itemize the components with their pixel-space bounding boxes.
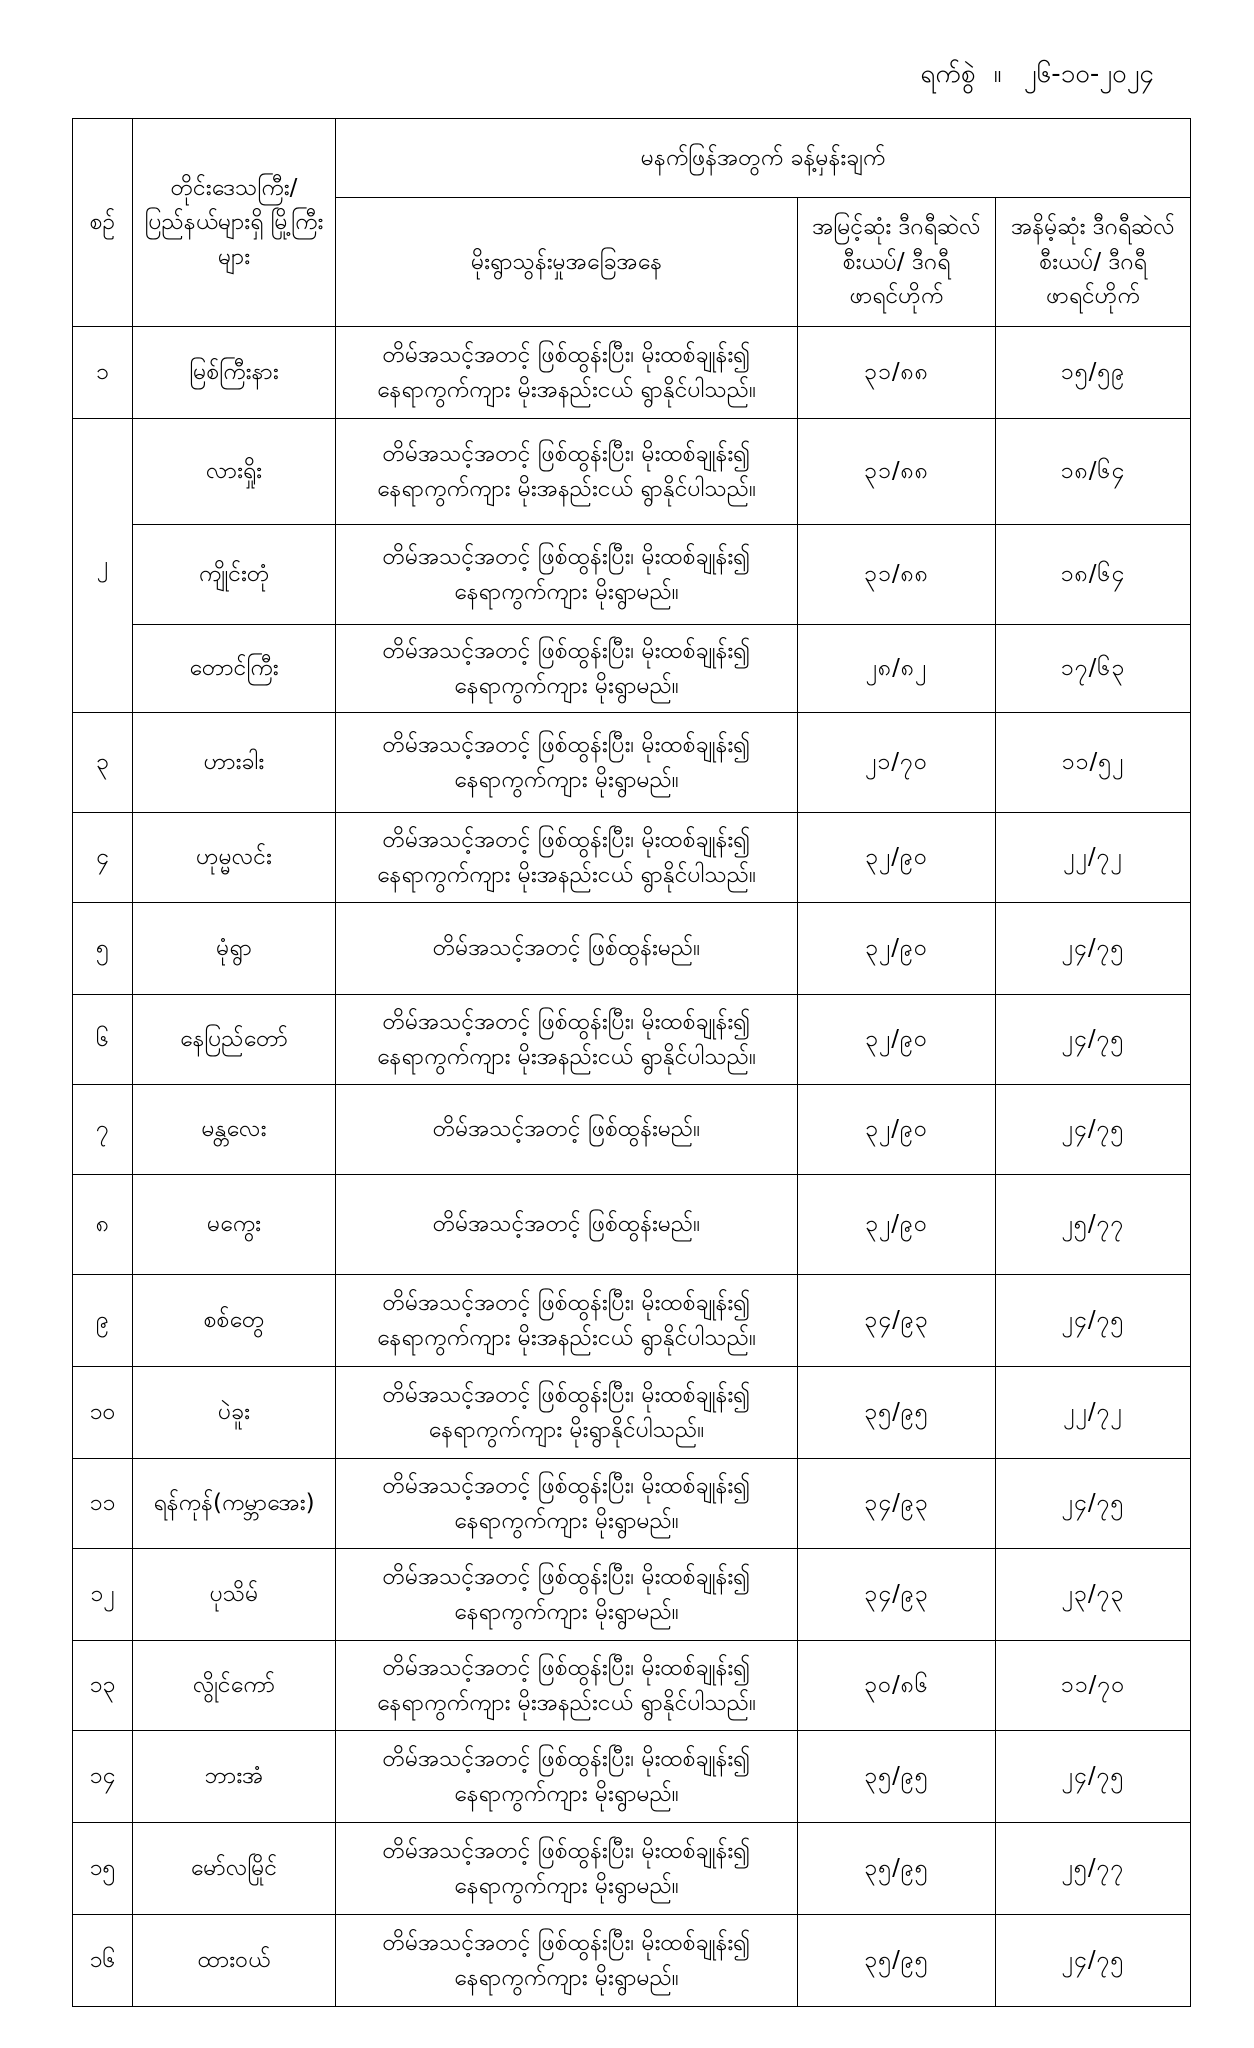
date-separator: ။ (993, 59, 1002, 89)
forecast-table (72, 118, 1191, 2007)
row-city: ရန်ကုန်(ကမ္ဘာအေး) (133, 1459, 336, 1549)
row-min-temp: ၂၅/၇၇ (996, 1823, 1191, 1915)
row-max-temp: ၃၂/၉၀ (798, 903, 996, 995)
row-city: ကျိုင်းတုံ (133, 525, 336, 625)
header-condition: မိုးရွာသွန်းမှုအခြေအနေ (336, 198, 798, 327)
condition-line: နေရာကွက်ကျား မိုးရွာမည်။ (454, 1780, 679, 1807)
row-condition (336, 995, 798, 1085)
row-city: စစ်တွေ (133, 1275, 336, 1367)
row-serial: ၁၃ (73, 1641, 133, 1731)
row-condition (336, 1175, 798, 1275)
row-condition (336, 419, 798, 525)
condition-line: တိမ်အသင့်အတင့် ဖြစ်ထွန်းပြီး၊ မိုးထစ်ချုန်း၍ (382, 1564, 751, 1590)
row-serial: ၆ (73, 995, 133, 1085)
table-row (73, 995, 1191, 1085)
row-min-temp: ၂၂/၇၂ (996, 813, 1191, 903)
header-serial: စဉ် (73, 119, 133, 327)
row-condition (336, 1085, 798, 1175)
table-row (73, 1459, 1191, 1549)
row-condition (336, 713, 798, 813)
condition-line: တိမ်အသင့်အတင့် ဖြစ်ထွန်းပြီး၊ မိုးထစ်ချုန်း၍ (382, 1382, 751, 1408)
row-condition (336, 903, 798, 995)
table-row (73, 1915, 1191, 2007)
row-min-temp: ၂၄/၇၅ (996, 903, 1191, 995)
row-city: မော်လမြိုင် (133, 1823, 336, 1915)
row-condition (336, 1367, 798, 1459)
row-max-temp: ၃၅/၉၅ (798, 1915, 996, 2007)
row-serial: ၁၂ (73, 1549, 133, 1641)
condition-line: တိမ်အသင့်အတင့် ဖြစ်ထွန်းပြီး၊ မိုးထစ်ချုန်း၍ (382, 1473, 751, 1499)
condition-line: နေရာကွက်ကျား မိုးအနည်းငယ် ရွာနိုင်ပါသည်။ (376, 861, 757, 888)
table-row (73, 419, 1191, 525)
row-max-temp: ၂၈/၈၂ (798, 625, 996, 713)
condition-line: နေရာကွက်ကျား မိုးအနည်းငယ် ရွာနိုင်ပါသည်။ (376, 1043, 757, 1070)
row-max-temp: ၃၀/၈၆ (798, 1641, 996, 1731)
row-max-temp: ၃၁/၈၈ (798, 327, 996, 419)
row-max-temp: ၃၅/၉၅ (798, 1823, 996, 1915)
row-min-temp: ၂၂/၇၂ (996, 1367, 1191, 1459)
condition-line: တိမ်အသင့်အတင့် ဖြစ်ထွန်းပြီး၊ မိုးထစ်ချုန်း၍ (382, 1290, 751, 1316)
row-city: ဟားခါး (133, 713, 336, 813)
row-max-temp: ၃၄/၉၃ (798, 1459, 996, 1549)
date-value: ၂၆-၁၀-၂၀၂၄ (1023, 59, 1154, 89)
row-serial: ၂ (73, 419, 133, 713)
row-max-temp: ၂၁/၇၀ (798, 713, 996, 813)
row-min-temp: ၁၈/၆၄ (996, 419, 1191, 525)
row-city: နေပြည်တော် (133, 995, 336, 1085)
condition-line: နေရာကွက်ကျား မိုးရွာမည်။ (454, 1598, 679, 1625)
row-min-temp: ၂၄/၇၅ (996, 1915, 1191, 2007)
row-condition (336, 1915, 798, 2007)
row-condition (336, 1823, 798, 1915)
row-city: ဘားအံ (133, 1731, 336, 1823)
condition-line: တိမ်အသင့်အတင့် ဖြစ်ထွန်းပြီး၊ မိုးထစ်ချုန်း၍ (382, 638, 751, 664)
row-city: တောင်ကြီး (133, 625, 336, 713)
row-serial: ၃ (73, 713, 133, 813)
condition-line: နေရာကွက်ကျား မိုးရွာမည်။ (454, 578, 679, 605)
row-serial: ၁၁ (73, 1459, 133, 1549)
condition-line: နေရာကွက်ကျား မိုးရွာမည်။ (454, 1872, 679, 1899)
document-date (920, 56, 1154, 95)
row-max-temp: ၃၂/၉၀ (798, 813, 996, 903)
row-min-temp: ၁၈/၆၄ (996, 525, 1191, 625)
condition-line: တိမ်အသင့်အတင့် ဖြစ်ထွန်းပြီး၊ မိုးထစ်ချုန်း၍ (382, 441, 751, 467)
condition-line: နေရာကွက်ကျား မိုးအနည်းငယ် ရွာနိုင်ပါသည်။ (376, 475, 757, 502)
row-condition (336, 327, 798, 419)
condition-line: တိမ်အသင့်အတင့် ဖြစ်ထွန်းပြီး၊ မိုးထစ်ချုန်း၍ (382, 1838, 751, 1864)
condition-line: တိမ်အသင့်အတင့် ဖြစ်ထွန်းပြီး၊ မိုးထစ်ချုန်း၍ (382, 342, 751, 368)
row-min-temp: ၂၄/၇၅ (996, 995, 1191, 1085)
table-row (73, 1367, 1191, 1459)
condition-line: တိမ်အသင့်အတင့် ဖြစ်ထွန်းပြီး၊ မိုးထစ်ချုန်း၍ (382, 544, 751, 570)
table-row (73, 1085, 1191, 1175)
date-label: ရက်စွဲ (920, 59, 976, 89)
condition-line: တိမ်အသင့်အတင့် ဖြစ်ထွန်းပြီး၊ မိုးထစ်ချုန်း၍ (382, 1746, 751, 1772)
row-min-temp: ၂၄/၇၅ (996, 1731, 1191, 1823)
table-row (73, 625, 1191, 713)
condition-line: တိမ်အသင့်အတင့် ဖြစ်ထွန်းမည်။ (432, 1116, 701, 1143)
condition-line: တိမ်အသင့်အတင့် ဖြစ်ထွန်းပြီး၊ မိုးထစ်ချုန်း၍ (382, 1930, 751, 1956)
table-row (73, 813, 1191, 903)
row-serial: ၉ (73, 1275, 133, 1367)
condition-line: နေရာကွက်ကျား မိုးအနည်းငယ် ရွာနိုင်ပါသည်။ (376, 376, 757, 403)
row-min-temp: ၂၃/၇၃ (996, 1549, 1191, 1641)
row-max-temp: ၃၂/၉၀ (798, 1085, 996, 1175)
row-max-temp: ၃၄/၉၃ (798, 1275, 996, 1367)
condition-line: နေရာကွက်ကျား မိုးအနည်းငယ် ရွာနိုင်ပါသည်။ (376, 1324, 757, 1351)
row-serial: ၅ (73, 903, 133, 995)
row-max-temp: ၃၂/၉၀ (798, 995, 996, 1085)
row-max-temp: ၃၁/၈၈ (798, 419, 996, 525)
condition-line: တိမ်အသင့်အတင့် ဖြစ်ထွန်းပြီး၊ မိုးထစ်ချုန်း၍ (382, 827, 751, 853)
row-city: မကွေး (133, 1175, 336, 1275)
table-row (73, 1549, 1191, 1641)
row-serial: ၁ (73, 327, 133, 419)
row-min-temp: ၂၄/၇၅ (996, 1085, 1191, 1175)
header-city: တိုင်းဒေသကြီး/ ပြည်နယ်များရှိ မြို့ကြီးများ (133, 119, 336, 327)
row-max-temp: ၃၅/၉၅ (798, 1367, 996, 1459)
table-row (73, 1175, 1191, 1275)
row-city: မြစ်ကြီးနား (133, 327, 336, 419)
condition-line: တိမ်အသင့်အတင့် ဖြစ်ထွန်းပြီး၊ မိုးထစ်ချုန်း၍ (382, 1655, 751, 1681)
row-min-temp: ၁၅/၅၉ (996, 327, 1191, 419)
row-city: လွိုင်ကော် (133, 1641, 336, 1731)
row-condition (336, 1549, 798, 1641)
row-city: ထားဝယ် (133, 1915, 336, 2007)
header-min-temp: အနိမ့်ဆုံး ဒီဂရီဆဲလ်စီးယပ်/ ဒီဂရီဖာရင်ဟိုက် (996, 198, 1191, 327)
header-forecast: မနက်ဖြန်အတွက် ခန့်မှန်းချက် (336, 119, 1191, 198)
row-serial: ၁၀ (73, 1367, 133, 1459)
condition-line: တိမ်အသင့်အတင့် ဖြစ်ထွန်းပြီး၊ မိုးထစ်ချုန်း၍ (382, 732, 751, 758)
row-condition (336, 1641, 798, 1731)
table-row (73, 525, 1191, 625)
condition-line: တိမ်အသင့်အတင့် ဖြစ်ထွန်းပြီး၊ မိုးထစ်ချုန်း၍ (382, 1009, 751, 1035)
table-row (73, 713, 1191, 813)
row-min-temp: ၁၁/၇၀ (996, 1641, 1191, 1731)
row-city: မန္တလေး (133, 1085, 336, 1175)
row-condition (336, 813, 798, 903)
row-city: ပဲခူး (133, 1367, 336, 1459)
row-city: ပုသိမ် (133, 1549, 336, 1641)
condition-line: တိမ်အသင့်အတင့် ဖြစ်ထွန်းမည်။ (432, 1211, 701, 1238)
row-min-temp: ၂၄/၇၅ (996, 1275, 1191, 1367)
row-serial: ၇ (73, 1085, 133, 1175)
row-condition (336, 1275, 798, 1367)
row-city: လားရှိုး (133, 419, 336, 525)
row-max-temp: ၃၁/၈၈ (798, 525, 996, 625)
table-row (73, 1275, 1191, 1367)
row-min-temp: ၂၄/၇၅ (996, 1459, 1191, 1549)
condition-line: နေရာကွက်ကျား မိုးအနည်းငယ် ရွာနိုင်ပါသည်။ (376, 1689, 757, 1716)
table-row (73, 327, 1191, 419)
row-city: ဟုမ္မလင်း (133, 813, 336, 903)
forecast-rows (73, 327, 1191, 2007)
row-city: မုံရွာ (133, 903, 336, 995)
row-min-temp: ၂၅/၇၇ (996, 1175, 1191, 1275)
row-min-temp: ၁၇/၆၃ (996, 625, 1191, 713)
row-serial: ၄ (73, 813, 133, 903)
condition-line: နေရာကွက်ကျား မိုးရွာမည်။ (454, 672, 679, 699)
header-max-temp: အမြင့်ဆုံး ဒီဂရီဆဲလ်စီးယပ်/ ဒီဂရီဖာရင်ဟိုက် (798, 198, 996, 327)
row-serial: ၁၆ (73, 1915, 133, 2007)
row-condition (336, 625, 798, 713)
table-row (73, 1731, 1191, 1823)
table-row (73, 1641, 1191, 1731)
row-serial: ၁၅ (73, 1823, 133, 1915)
row-serial: ၁၄ (73, 1731, 133, 1823)
condition-line: နေရာကွက်ကျား မိုးရွာမည်။ (454, 1964, 679, 1991)
condition-line: နေရာကွက်ကျား မိုးရွာမည်။ (454, 766, 679, 793)
table-row (73, 903, 1191, 995)
row-condition (336, 525, 798, 625)
condition-line: တိမ်အသင့်အတင့် ဖြစ်ထွန်းမည်။ (432, 935, 701, 962)
row-max-temp: ၃၂/၉၀ (798, 1175, 996, 1275)
condition-line: နေရာကွက်ကျား မိုးရွာနိုင်ပါသည်။ (428, 1416, 705, 1443)
row-condition (336, 1459, 798, 1549)
table-row (73, 1823, 1191, 1915)
row-max-temp: ၃၄/၉၃ (798, 1549, 996, 1641)
row-min-temp: ၁၁/၅၂ (996, 713, 1191, 813)
row-serial: ၈ (73, 1175, 133, 1275)
row-max-temp: ၃၅/၉၅ (798, 1731, 996, 1823)
row-condition (336, 1731, 798, 1823)
condition-line: နေရာကွက်ကျား မိုးရွာမည်။ (454, 1507, 679, 1534)
